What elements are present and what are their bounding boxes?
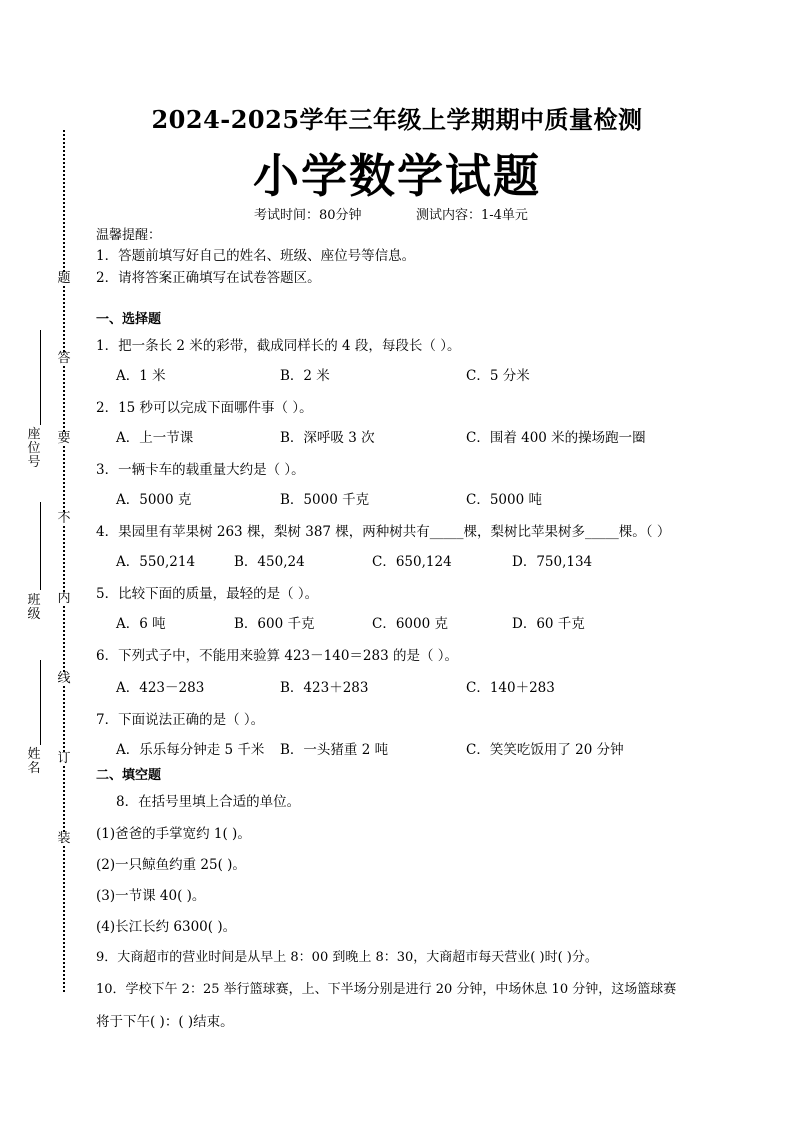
option: B．2 米 <box>280 368 330 384</box>
binding-char: 不 <box>57 511 71 526</box>
question-line: (2)一只鲸鱼约重 25( )。 <box>96 857 246 873</box>
option: B．450,24 <box>234 554 305 570</box>
option: B．600 千克 <box>234 616 315 632</box>
question-line: 9．大商超市的营业时间是从早上 8：00 到晚上 8：30，大商超市每天营业( )时( )分。 <box>96 950 598 965</box>
option: C．6000 克 <box>372 616 448 632</box>
notice-heading: 温馨提醒： <box>96 228 162 243</box>
option: B．一头猪重 2 吨 <box>280 742 389 758</box>
option: A．1 米 <box>116 368 166 384</box>
question-line: 8．在括号里填上合适的单位。 <box>116 794 301 810</box>
question-stem: 3．一辆卡车的载重量大约是（ ）。 <box>96 462 305 478</box>
option: B．深呼吸 3 次 <box>280 430 375 446</box>
option: A．乐乐每分钟走 5 千米 <box>116 742 265 758</box>
exam-scope: 测试内容：1-4单元 <box>416 208 528 223</box>
option: D．60 千克 <box>512 616 585 632</box>
binding-char: 要 <box>57 431 71 446</box>
option: A．上一节课 <box>116 430 194 446</box>
option: A．5000 克 <box>116 492 192 508</box>
option: B．423＋283 <box>280 680 369 696</box>
section-title: 二、填空题 <box>96 768 162 783</box>
option: C．5 分米 <box>466 368 530 384</box>
class-blank-line <box>40 502 41 590</box>
binding-char: 题 <box>57 271 71 286</box>
option: D．750,134 <box>512 554 593 570</box>
question-stem: 4．果园里有苹果树 263 棵，梨树 387 棵，两种树共有_____棵，梨树比苹果树多_____棵。（ ） <box>96 524 671 540</box>
binding-char: 装 <box>57 831 71 846</box>
binding-dotted-line <box>63 130 65 992</box>
subject-title: 小学数学试题 <box>253 149 541 203</box>
seat-blank-line <box>40 330 41 425</box>
question-line: 10．学校下午 2：25 举行篮球赛，上、下半场分别是进行 20 分钟，中场休息 10 分钟，这场篮球赛 <box>96 982 677 997</box>
option: A．550,214 <box>116 554 196 570</box>
section-title: 一、选择题 <box>96 312 162 327</box>
class-label: 班级 <box>27 593 41 622</box>
option: C．笑笑吃饭用了 20 分钟 <box>466 742 624 758</box>
binding-char: 订 <box>57 751 71 766</box>
notice-item: 1．答题前填写好自己的姓名、班级、座位号等信息。 <box>96 248 416 264</box>
option: A．423－283 <box>116 680 205 696</box>
option: C．140＋283 <box>466 680 555 696</box>
question-line: (3)一节课 40( )。 <box>96 888 206 904</box>
question-line: (4)长江长约 6300( )。 <box>96 919 237 935</box>
question-stem: 5．比较下面的质量，最轻的是（ ）。 <box>96 586 319 602</box>
binding-char: 线 <box>57 671 71 686</box>
option: A．6 吨 <box>116 616 166 632</box>
question-stem: 6．下列式子中，不能用来验算 423－140＝283 的是（ ）。 <box>96 648 459 664</box>
binding-char: 内 <box>57 591 71 606</box>
question-line: 将于下午( )：( )结束。 <box>96 1014 234 1030</box>
option: C．650,124 <box>372 554 452 570</box>
option: C．围着 400 米的操场跑一圈 <box>466 430 646 446</box>
question-stem: 2．15 秒可以完成下面哪件事（ ）。 <box>96 400 313 416</box>
notice-item: 2．请将答案正确填写在试卷答题区。 <box>96 270 321 286</box>
question-stem: 7．下面说法正确的是（ ）。 <box>96 712 265 728</box>
question-line: (1)爸爸的手掌宽约 1( )。 <box>96 826 251 842</box>
question-stem: 1．把一条长 2 米的彩带，截成同样长的 4 段，每段长（ ）。 <box>96 338 461 354</box>
name-label: 姓名 <box>27 747 41 776</box>
seat-label: 座位号 <box>27 427 41 470</box>
option: B．5000 千克 <box>280 492 370 508</box>
binding-char: 答 <box>57 351 71 366</box>
exam-time: 考试时间：80分钟 <box>254 208 362 223</box>
exam-title: 2024-2025学年三年级上学期期中质量检测 <box>151 105 643 134</box>
option: C．5000 吨 <box>466 492 542 508</box>
name-blank-line <box>40 660 41 745</box>
